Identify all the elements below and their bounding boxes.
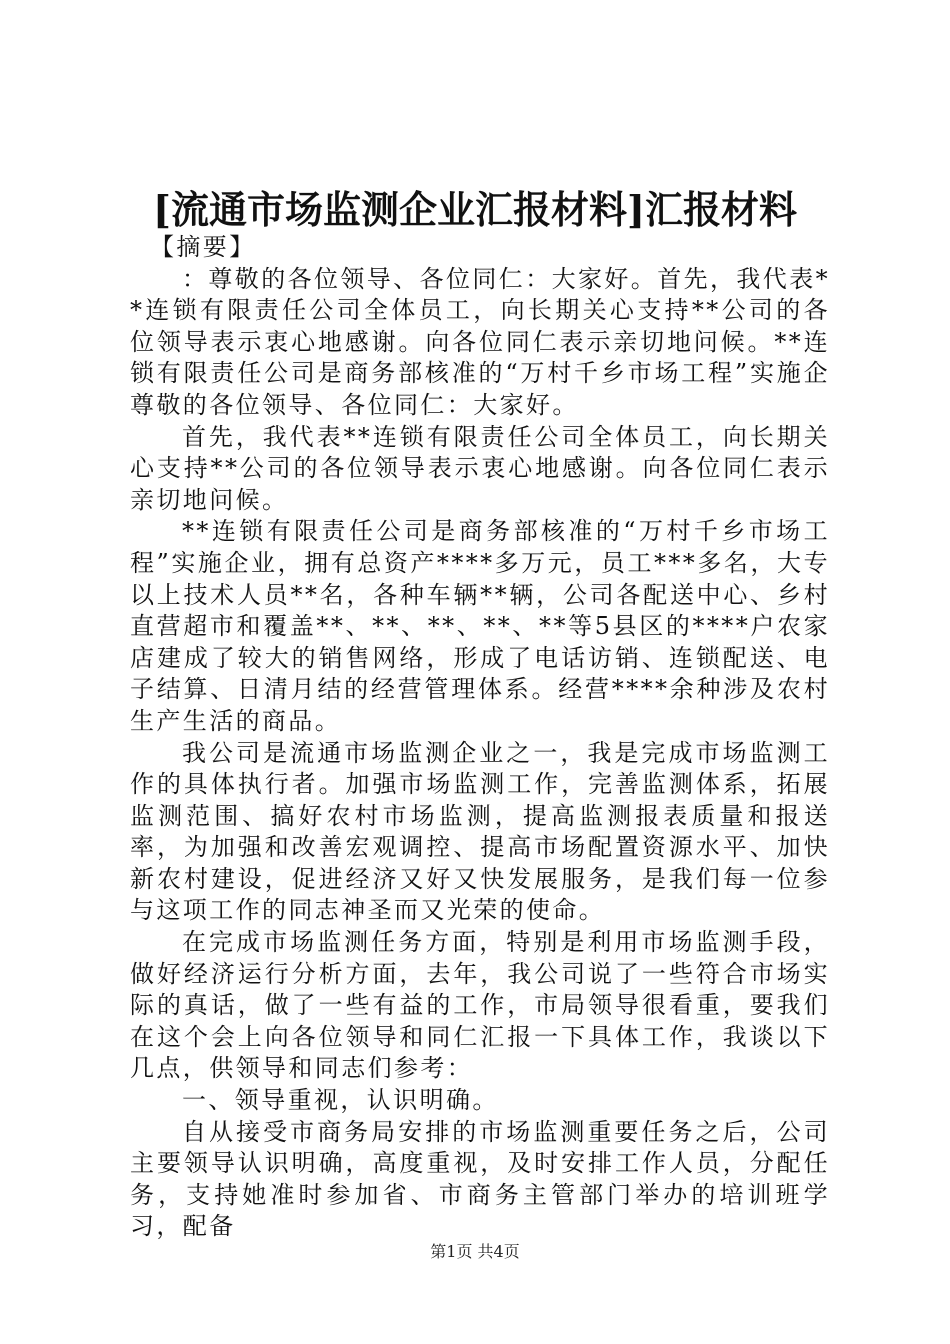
- page-number-footer: 第1页 共4页: [430, 1242, 520, 1261]
- paragraph-work-overview: 在完成市场监测任务方面，特别是利用市场监测手段，做好经济运行分析方面，去年，我公司说了一些符合市场实际的真话，做了一些有益的工作，市局领导很看重，要我们在这个会上向各位领导和同仁汇报一下具体工作，我谈以下几点，供领导和同志们参考：: [130, 928, 830, 1083]
- abstract-label: 【摘要】: [150, 233, 256, 261]
- paragraph-greeting-summary: ：尊敬的各位领导、各位同仁：大家好。首先，我代表**连锁有限责任公司全体员工，向长期关心支持**公司的各位领导表示衷心地感谢。向各位同仁表示亲切地问候。**连锁有限责任公司是商务部核准的“万村千乡市场工程”实施企尊敬的各位领导、各位同仁：大家好。: [130, 264, 830, 419]
- paragraph-company-profile: **连锁有限责任公司是商务部核准的“万村千乡市场工程”实施企业，拥有总资产****多万元，员工***多名，大专以上技术人员**名，各种车辆**辆，公司各配送中心、乡村直营超市和覆盖**、**、**、**、**等5县区的****户农家店建成了较大的销售网络，形成了电话访销、连锁配送、电子结算、日清月结的经营管理体系。经营****余种涉及农村生产生活的商品。: [130, 517, 830, 735]
- paragraph-monitoring-role: 我公司是流通市场监测企业之一，我是完成市场监测工作的具体执行者。加强市场监测工作，完善监测体系，拓展监测范围、搞好农村市场监测，提高监测报表质量和报送率，为加强和改善宏观调控、提高市场配置资源水平、加快新农村建设，促进经济又好又快发展服务，是我们每一位参与这项工作的同志神圣而又光荣的使命。: [130, 738, 830, 925]
- paragraph-thanks: 首先，我代表**连锁有限责任公司全体员工，向长期关心支持**公司的各位领导表示衷心地感谢。向各位同仁表示亲切地问候。: [130, 422, 830, 514]
- document-body: [130, 232, 830, 1243]
- section-heading-1: 一、领导重视，认识明确。: [182, 1086, 499, 1115]
- document-title: [流通市场监测企业汇报材料]汇报材料: [153, 187, 797, 232]
- paragraph-leadership: 自从接受市商务局安排的市场监测重要任务之后，公司主要领导认识明确，高度重视，及时安排工作人员，分配任务，支持她准时参加省、市商务主管部门举办的培训班学习，配备: [130, 1117, 830, 1241]
